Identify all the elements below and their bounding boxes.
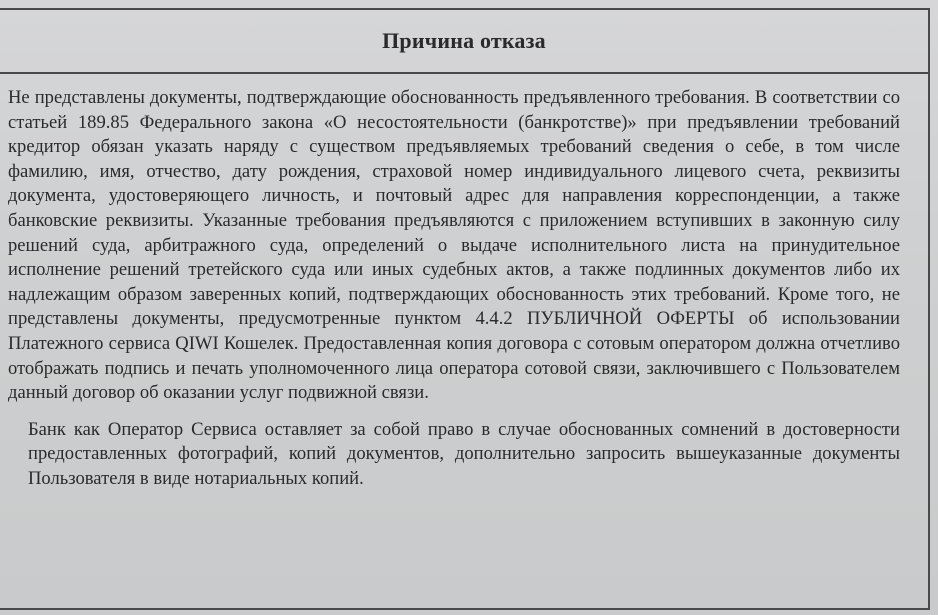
bank-rights-paragraph: Банк как Оператор Сервиса оставляет за собой право в случае обоснованных сомнений в достоверности предоставленных фотографий, копий документов, дополнительно запросить вышеуказанные документы Пользователя в виде нотариальных копий.: [28, 418, 900, 489]
table-frame: [0, 8, 930, 610]
section-title: Причина отказа: [382, 28, 546, 53]
header-cell: [0, 10, 928, 74]
rejection-reason-paragraph: Не представлены документы, подтверждающие обоснованность предъявленного требования. В соответствии со статьей 189.85 Федерального закона «О несостоятельности (банкротстве)» при предъявлении требований кредитор обязан указать наряду с существом предъявляемых требований сведения о себе, в том числе фамилию, имя, отчество, дату рождения, страховой номер индивидуального лицевого счета, реквизиты документа, удостоверяющего личность, и почтовый адрес для направления корреспонденции, а также банковские реквизиты. Указанные требования предъявляются с приложением вступивших в законную силу решений суда, арбитражного суда, определений о выдаче исполнительного листа на принудительное исполнение решений третейского суда или иных судебных актов, а также подлинных документов либо их надлежащим образом заверенных копий, подтверждающих обоснованность этих требований. Кроме того, не представлены документы, предусмотренные пунктом 4.4.2 ПУБЛИЧНОЙ ОФЕРТЫ об использовании Платежного сервиса QIWI Кошелек. Предоставленная копия договора с сотовым оператором должна отчетливо отображать подпись и печать уполномоченного лица оператора сотовой связи, заключившего с Пользователем данный договор об оказании услуг подвижной связи.: [8, 87, 900, 404]
body-cell: [8, 86, 900, 598]
